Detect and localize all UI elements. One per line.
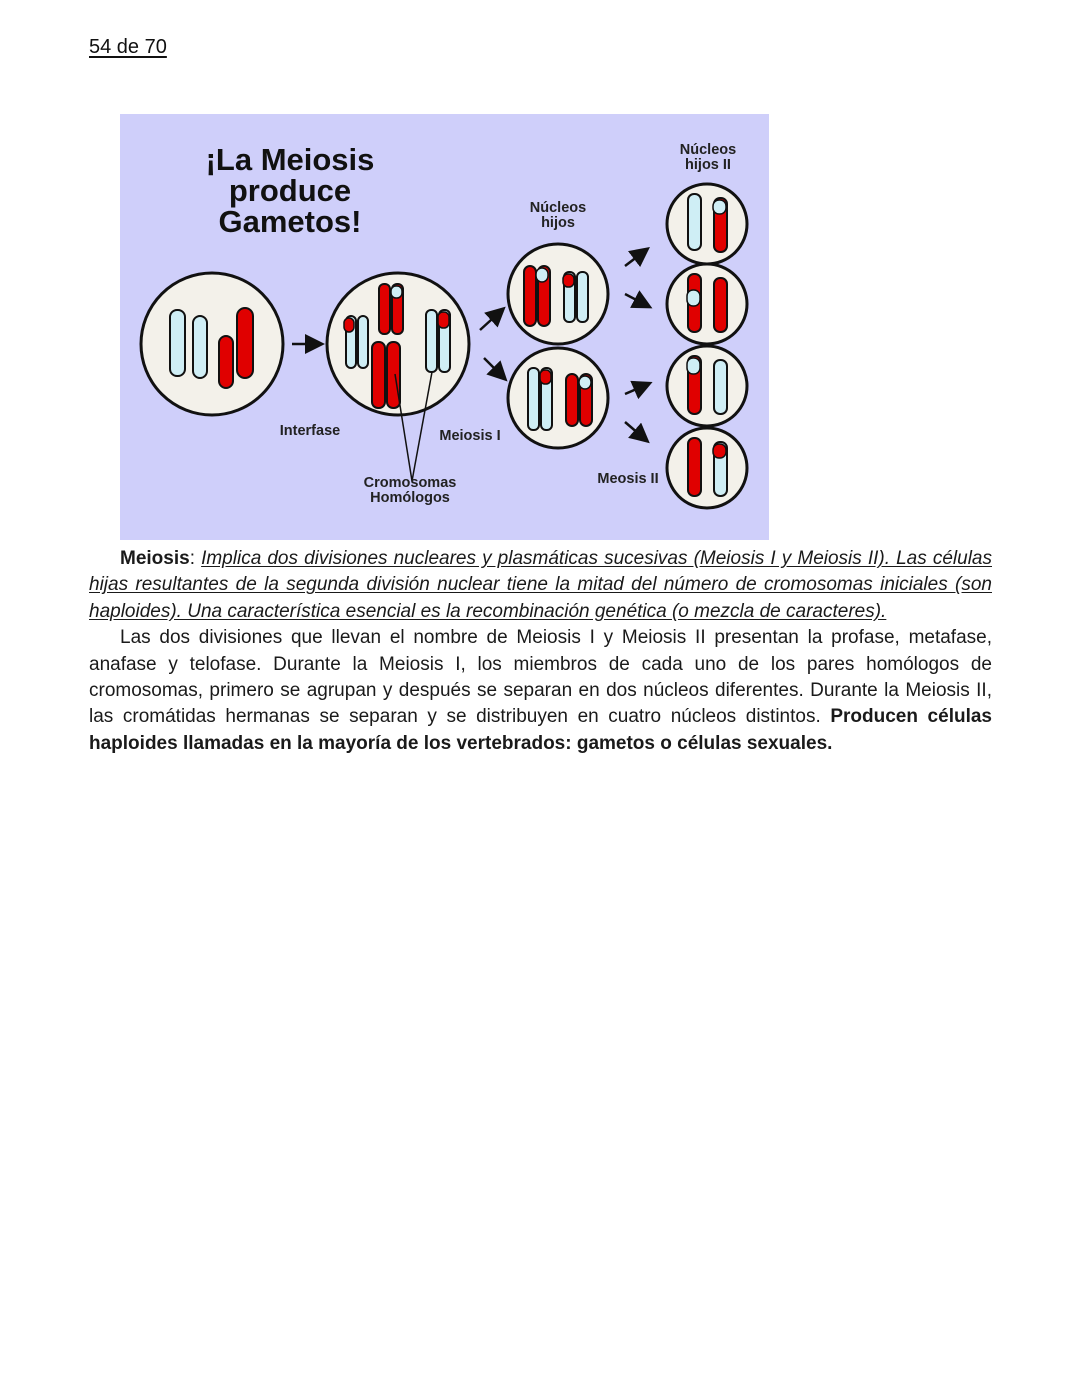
gamete-2	[667, 264, 747, 344]
gamete-4	[667, 428, 747, 508]
label-nucleos-hijos: Núcleos hijos	[529, 200, 587, 232]
label-meiosis-i: Meiosis I	[439, 428, 501, 444]
label-meiosis-ii: Meosis II	[597, 471, 659, 487]
definition-paragraph	[89, 546, 992, 625]
meiosis-diagram	[120, 114, 769, 540]
daughter-nucleus-bottom	[508, 348, 608, 448]
explanation-text: Las dos divisiones que llevan el nombre de Meiosis I y Meiosis II presentan la profase, metafase, anafase y telofase. Durante la Meiosis I, los miembros de cada uno de los pares homólogos de cromosomas, primero se agrupan y después se separan en dos núcleos diferentes. Durante la Meiosis II, las cromátidas hermanas se separan y se distribuyen en cuatro núcleos distintos.	[89, 627, 992, 728]
term-meiosis: Meiosis	[120, 548, 190, 569]
label-cromosomas-homologos: Cromosomas Homólogos	[363, 475, 457, 507]
label-interfase: Interfase	[279, 423, 341, 439]
meiosis-definition: Implica dos divisiones nucleares y plasmáticas sucesivas (Meiosis I y Meiosis II). Las células hijas resultantes de la segunda división nuclear tiene la mitad del número de cromosomas iniciales (son haploides). Una característica esencial es la recombinación genética (o mezcla de caracteres).	[89, 548, 992, 622]
daughter-nucleus-top	[508, 244, 608, 344]
gamete-3	[667, 346, 747, 426]
figure-title: ¡La Meiosis produce Gametos!	[205, 142, 375, 239]
explanation-paragraph	[89, 625, 992, 757]
term-separator: :	[189, 548, 202, 569]
page-number: 54 de 70	[89, 36, 167, 58]
label-nucleos-hijos-ii: Núcleos hijos II	[679, 142, 737, 174]
body-text	[89, 546, 992, 757]
explanation-bold: Producen células haploides llamadas en la mayoría de los vertebrados: gametos o células sexuales.	[89, 706, 992, 754]
gamete-1	[667, 184, 747, 264]
interphase-cell	[141, 273, 283, 415]
